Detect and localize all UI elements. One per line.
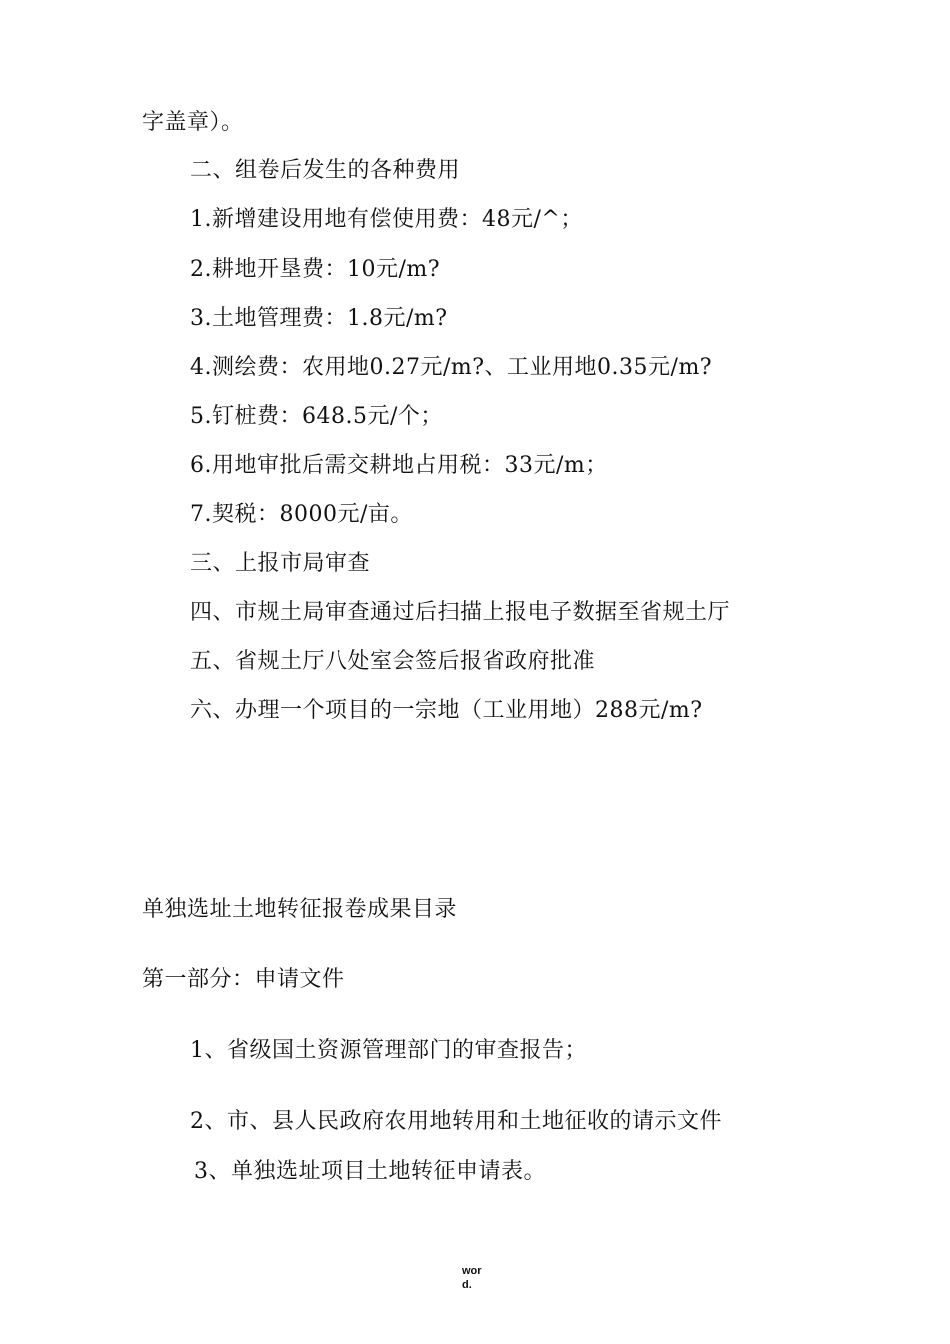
catalog-item-2: 2、市、县人民政府农用地转用和土地征收的请示文件 — [190, 1109, 722, 1134]
section-heading-fees: 二、组卷后发生的各种费用 — [190, 158, 461, 183]
catalog-item-1: 1、省级国土资源管理部门的审查报告； — [190, 1038, 587, 1063]
fee-item-7: 7.契税：8000元/亩。 — [190, 502, 413, 527]
section-heading-city-review: 三、上报市局审查 — [190, 551, 371, 576]
section-heading-government-approval: 五、省规土厅八处室会签后报省政府批准 — [190, 649, 596, 674]
fee-item-1: 1.新增建设用地有偿使用费：48元/^； — [190, 207, 583, 232]
part-one-heading: 第一部分：申请文件 — [142, 967, 345, 992]
footer-line-1: wor — [462, 1265, 482, 1277]
footer-line-2: d. — [462, 1279, 472, 1291]
fee-item-3: 3.土地管理费：1.8元/m? — [190, 306, 448, 331]
fee-item-5: 5.钉桩费：648.5元/个； — [190, 404, 443, 429]
section-heading-project-cost: 六、办理一个项目的一宗地（工业用地）288元/m? — [190, 698, 703, 723]
continuation-text: 字盖章）。 — [142, 110, 244, 135]
catalog-title: 单独选址土地转征报卷成果目录 — [142, 897, 458, 922]
fee-item-4: 4.测绘费：农用地0.27元/m?、工业用地0.35元/m? — [190, 355, 713, 380]
catalog-item-3: 3、单独选址项目土地转征申请表。 — [194, 1159, 546, 1184]
fee-item-6: 6.用地审批后需交耕地占用税：33元/m； — [190, 453, 608, 478]
section-heading-provincial-upload: 四、市规土局审查通过后扫描上报电子数据至省规土厅 — [190, 600, 731, 625]
page-footer — [462, 1264, 492, 1292]
fee-item-2: 2.耕地开垦费：10元/m? — [190, 257, 441, 282]
